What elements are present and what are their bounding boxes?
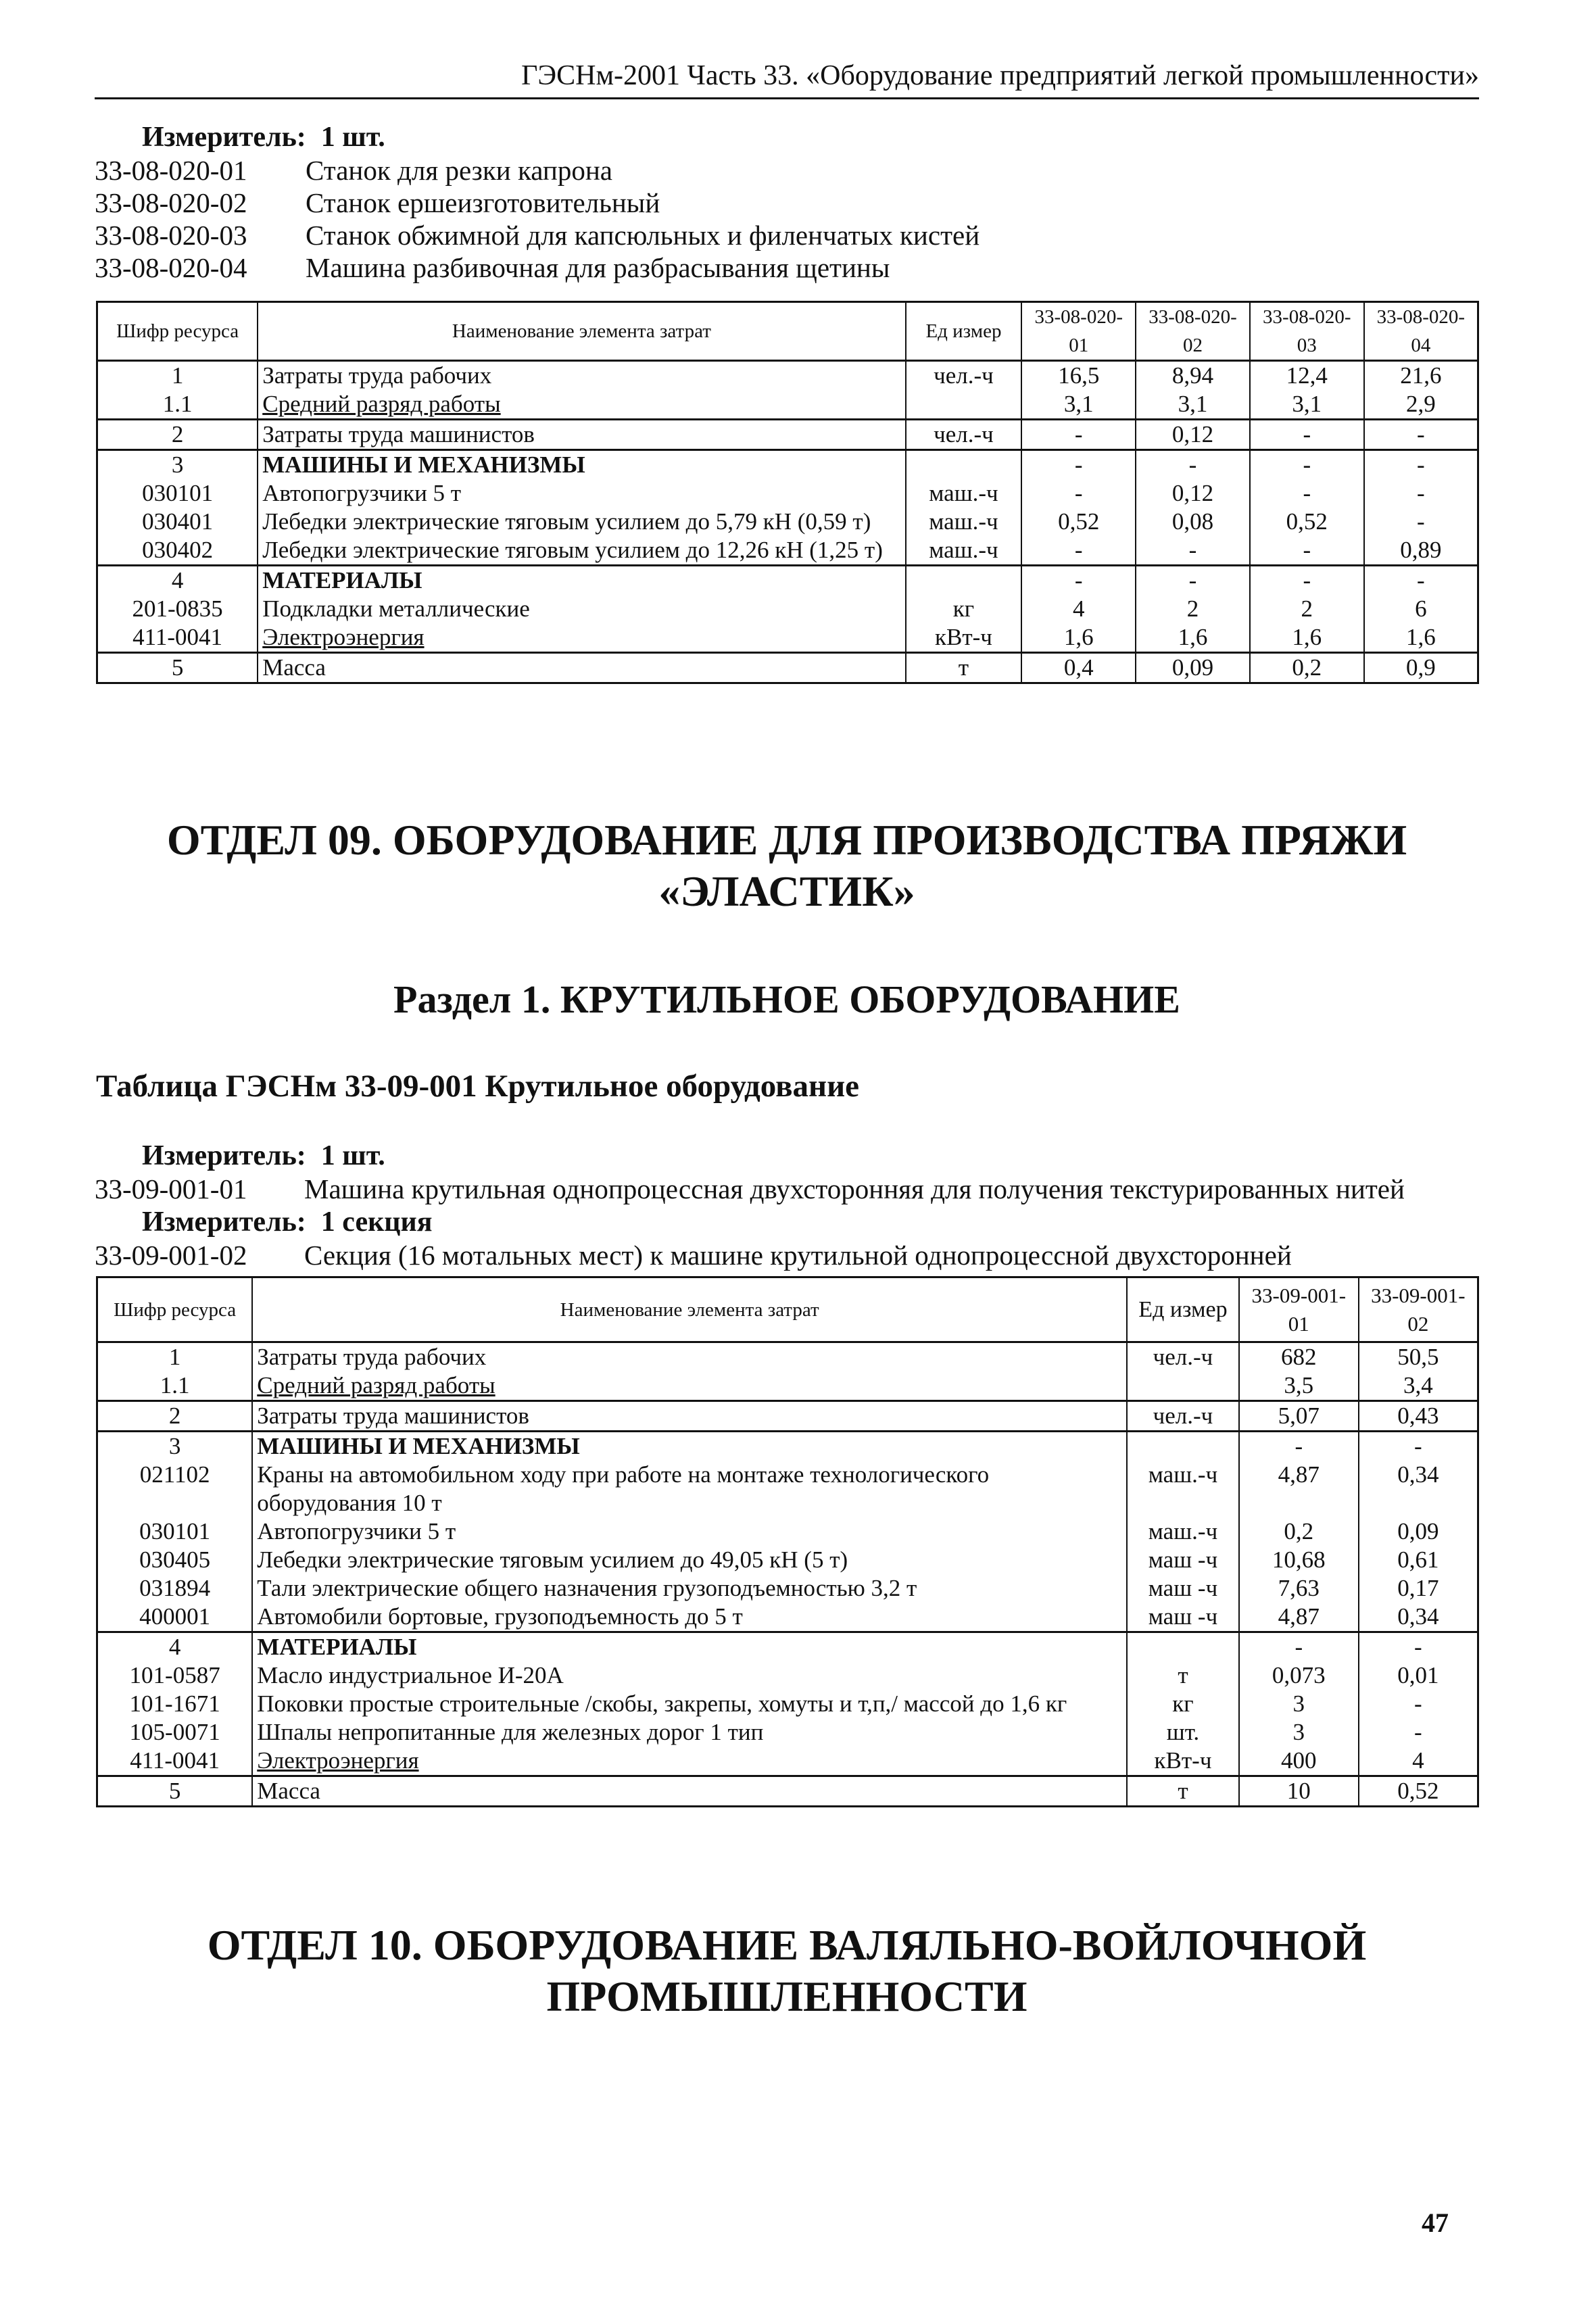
unit-cell: чел.-ч bbox=[906, 361, 1022, 391]
value-cell: - bbox=[1364, 479, 1478, 508]
table-row bbox=[97, 1517, 1478, 1546]
unit-cell bbox=[1127, 1371, 1239, 1401]
value-cell: - bbox=[1021, 420, 1136, 450]
unit-cell bbox=[906, 566, 1022, 595]
resource-code-cell: 1 bbox=[97, 361, 258, 391]
page-header: ГЭСНм-2001 Часть 33. «Оборудование предприятий легкой промышленности» bbox=[95, 59, 1479, 99]
value-cell: - bbox=[1364, 450, 1478, 480]
value-cell: 7,63 bbox=[1239, 1574, 1359, 1603]
resource-name-cell: Электроэнергия bbox=[252, 1747, 1127, 1776]
resource-name-cell: МАШИНЫ И МЕХАНИЗМЫ bbox=[252, 1432, 1127, 1461]
resource-code-cell: 021102 bbox=[97, 1461, 253, 1517]
resource-code-cell: 101-0587 bbox=[97, 1661, 253, 1690]
resource-name-cell: Масло индустриальное И-20А bbox=[252, 1661, 1127, 1690]
table-row bbox=[97, 479, 1478, 508]
value-cell: 0,89 bbox=[1364, 536, 1478, 566]
resource-name-cell: Автопогрузчики 5 т bbox=[252, 1517, 1127, 1546]
resource-name-cell: МАШИНЫ И МЕХАНИЗМЫ bbox=[258, 450, 905, 480]
table-row bbox=[97, 1461, 1478, 1517]
value-cell: 0,34 bbox=[1359, 1461, 1478, 1517]
table-row bbox=[97, 1432, 1478, 1461]
resource-name-cell: Автопогрузчики 5 т bbox=[258, 479, 905, 508]
value-cell: 2 bbox=[1250, 595, 1364, 623]
value-cell: - bbox=[1136, 566, 1250, 595]
unit-cell: чел.-ч bbox=[1127, 1401, 1239, 1432]
measure-block-1 bbox=[95, 120, 1479, 284]
value-cell: 0,12 bbox=[1136, 420, 1250, 450]
measure-label: Измеритель: bbox=[142, 1207, 306, 1238]
value-cell: 0,4 bbox=[1021, 653, 1136, 683]
value-cell: 8,94 bbox=[1136, 361, 1250, 391]
table-row bbox=[97, 1661, 1478, 1690]
value-cell: 0,34 bbox=[1359, 1603, 1478, 1632]
resource-name-cell: Затраты труда машинистов bbox=[252, 1401, 1127, 1432]
value-cell: 682 bbox=[1239, 1342, 1359, 1372]
value-cell: 400 bbox=[1239, 1747, 1359, 1776]
unit-cell: маш -ч bbox=[1127, 1603, 1239, 1632]
resource-name-cell: Поковки простые строительные /скобы, закрепы, хомуты и т,п,/ массой до 1,6 кг bbox=[252, 1690, 1127, 1718]
resource-code-cell: 030101 bbox=[97, 479, 258, 508]
value-cell: - bbox=[1021, 479, 1136, 508]
item-line: 33-08-020-02 Станок ершеизготовительный bbox=[95, 187, 660, 218]
table-row bbox=[97, 1690, 1478, 1718]
table-row bbox=[97, 1342, 1478, 1372]
resource-code-cell: 030405 bbox=[97, 1546, 253, 1574]
resource-code-cell: 4 bbox=[97, 566, 258, 595]
resource-code-cell: 201-0835 bbox=[97, 595, 258, 623]
value-cell: 3,1 bbox=[1136, 390, 1250, 420]
value-cell: 3,5 bbox=[1239, 1371, 1359, 1401]
value-cell: 1,6 bbox=[1364, 623, 1478, 653]
measure-value: 1 шт. bbox=[320, 122, 385, 153]
value-cell: 0,52 bbox=[1021, 508, 1136, 536]
table-row bbox=[97, 450, 1478, 480]
value-cell: 0,61 bbox=[1359, 1546, 1478, 1574]
resource-name-cell: Подкладки металлические bbox=[258, 595, 905, 623]
value-cell: 3,1 bbox=[1021, 390, 1136, 420]
value-cell: - bbox=[1250, 450, 1364, 480]
value-cell: 6 bbox=[1364, 595, 1478, 623]
value-cell: 0,17 bbox=[1359, 1574, 1478, 1603]
value-cell: 10,68 bbox=[1239, 1546, 1359, 1574]
value-cell: - bbox=[1364, 420, 1478, 450]
resource-name-cell: Средний разряд работы bbox=[258, 390, 905, 420]
page-number: 47 bbox=[1422, 2208, 1449, 2238]
table-row bbox=[97, 595, 1478, 623]
unit-cell: чел.-ч bbox=[906, 420, 1022, 450]
value-cell: 0,01 bbox=[1359, 1661, 1478, 1690]
table-row bbox=[97, 536, 1478, 566]
department-09-title: ОТДЕЛ 09. ОБОРУДОВАНИЕ ДЛЯ ПРОИЗВОДСТВА ПРЯЖИ «ЭЛАСТИК» bbox=[166, 816, 1407, 915]
department-10-title: ОТДЕЛ 10. ОБОРУДОВАНИЕ ВАЛЯЛЬНО-ВОЙЛОЧНОЙ ПРОМЫШЛЕННОСТИ bbox=[207, 1921, 1367, 2020]
unit-cell: маш.-ч bbox=[906, 479, 1022, 508]
value-cell: - bbox=[1359, 1718, 1478, 1747]
resource-code-cell: 3 bbox=[97, 450, 258, 480]
resource-name-cell: Лебедки электрические тяговым усилием до 5,79 кН (0,59 т) bbox=[258, 508, 905, 536]
value-cell: - bbox=[1021, 450, 1136, 480]
unit-cell bbox=[906, 390, 1022, 420]
resource-name-cell: Тали электрические общего назначения грузоподъемностью 3,2 т bbox=[252, 1574, 1127, 1603]
table-row bbox=[97, 420, 1478, 450]
unit-cell: маш.-ч bbox=[906, 536, 1022, 566]
section-1-title: Раздел 1. КРУТИЛЬНОЕ ОБОРУДОВАНИЕ bbox=[393, 977, 1180, 1021]
item-line: 33-08-020-03 Станок обжимной для капсюльных и филенчатых кистей bbox=[95, 220, 980, 251]
value-cell: 4 bbox=[1359, 1747, 1478, 1776]
resource-code-cell: 031894 bbox=[97, 1574, 253, 1603]
resource-code-cell: 4 bbox=[97, 1632, 253, 1662]
value-cell: 21,6 bbox=[1364, 361, 1478, 391]
resource-code-cell: 411-0041 bbox=[97, 1747, 253, 1776]
resource-name-cell: Автомобили бортовые, грузоподъемность до 5 т bbox=[252, 1603, 1127, 1632]
value-cell: 2 bbox=[1136, 595, 1250, 623]
resource-code-cell: 030402 bbox=[97, 536, 258, 566]
table-header-row: Шифр ресурса Наименование элемента затрат Ед измер 33-08-020-01 33-08-020-02 33-08-020-03 33-08-020-04 bbox=[97, 302, 1478, 361]
value-cell: - bbox=[1364, 566, 1478, 595]
unit-cell: т bbox=[906, 653, 1022, 683]
value-cell: - bbox=[1364, 508, 1478, 536]
table-row bbox=[97, 1718, 1478, 1747]
resource-name-cell: Краны на автомобильном ходу при работе на монтаже технологического оборудования 10 т bbox=[252, 1461, 1127, 1517]
table-row bbox=[97, 566, 1478, 595]
unit-cell: т bbox=[1127, 1776, 1239, 1807]
measure-value: 1 секция bbox=[320, 1207, 433, 1238]
unit-cell: кг bbox=[1127, 1690, 1239, 1718]
resource-code-cell: 030101 bbox=[97, 1517, 253, 1546]
table-row bbox=[97, 1603, 1478, 1632]
value-cell: - bbox=[1359, 1432, 1478, 1461]
resource-name-cell: Шпалы непропитанные для железных дорог 1 тип bbox=[252, 1718, 1127, 1747]
unit-cell bbox=[1127, 1632, 1239, 1662]
table-row bbox=[97, 1401, 1478, 1432]
resource-code-cell: 400001 bbox=[97, 1603, 253, 1632]
value-cell: 0,09 bbox=[1359, 1517, 1478, 1546]
resource-code-cell: 105-0071 bbox=[97, 1718, 253, 1747]
resource-code-cell: 101-1671 bbox=[97, 1690, 253, 1718]
value-cell: 3,1 bbox=[1250, 390, 1364, 420]
value-cell: 1,6 bbox=[1021, 623, 1136, 653]
value-cell: 0,9 bbox=[1364, 653, 1478, 683]
table-row bbox=[97, 390, 1478, 420]
resource-code-cell: 3 bbox=[97, 1432, 253, 1461]
resource-code-cell: 5 bbox=[97, 1776, 253, 1807]
value-cell: - bbox=[1250, 536, 1364, 566]
measure-value: 1 шт. bbox=[320, 1140, 385, 1171]
resource-code-cell: 411-0041 bbox=[97, 623, 258, 653]
value-cell: 2,9 bbox=[1364, 390, 1478, 420]
table-row bbox=[97, 653, 1478, 683]
resource-code-cell: 2 bbox=[97, 420, 258, 450]
resource-code-cell: 1.1 bbox=[97, 390, 258, 420]
unit-cell: кВт-ч bbox=[1127, 1747, 1239, 1776]
item-line: 33-09-001-02 Секция (16 мотальных мест) к машине крутильной однопроцессной двухсторонней bbox=[95, 1240, 1292, 1271]
unit-cell: кВт-ч bbox=[906, 623, 1022, 653]
resource-code-cell: 5 bbox=[97, 653, 258, 683]
table-row bbox=[97, 1371, 1478, 1401]
resource-code-cell: 030401 bbox=[97, 508, 258, 536]
unit-cell: шт. bbox=[1127, 1718, 1239, 1747]
table-row bbox=[97, 1747, 1478, 1776]
unit-cell: маш -ч bbox=[1127, 1574, 1239, 1603]
item-line: 33-08-020-01 Станок для резки капрона bbox=[95, 155, 613, 186]
value-cell: 10 bbox=[1239, 1776, 1359, 1807]
value-cell: 12,4 bbox=[1250, 361, 1364, 391]
value-cell: - bbox=[1021, 536, 1136, 566]
value-cell: 4 bbox=[1021, 595, 1136, 623]
value-cell: - bbox=[1136, 450, 1250, 480]
measure-label: Измеритель: bbox=[142, 1140, 306, 1171]
value-cell: - bbox=[1136, 536, 1250, 566]
table-row bbox=[97, 508, 1478, 536]
value-cell: 3 bbox=[1239, 1690, 1359, 1718]
value-cell: 0,43 bbox=[1359, 1401, 1478, 1432]
table-row bbox=[97, 623, 1478, 653]
resource-code-cell: 1.1 bbox=[97, 1371, 253, 1401]
value-cell: 0,08 bbox=[1136, 508, 1250, 536]
measure-label: Измеритель: bbox=[142, 122, 306, 153]
value-cell: 5,07 bbox=[1239, 1401, 1359, 1432]
item-line: 33-08-020-04 Машина разбивочная для разбрасывания щетины bbox=[95, 252, 890, 283]
resource-code-cell: 1 bbox=[97, 1342, 253, 1372]
table-row bbox=[97, 361, 1478, 391]
value-cell: - bbox=[1250, 566, 1364, 595]
value-cell: 0,12 bbox=[1136, 479, 1250, 508]
value-cell: - bbox=[1250, 420, 1364, 450]
resource-name-cell: Затраты труда машинистов bbox=[258, 420, 905, 450]
resource-name-cell: Средний разряд работы bbox=[252, 1371, 1127, 1401]
resource-name-cell: МАТЕРИАЛЫ bbox=[258, 566, 905, 595]
value-cell: 4,87 bbox=[1239, 1461, 1359, 1517]
unit-cell: маш.-ч bbox=[1127, 1461, 1239, 1517]
table-row bbox=[97, 1546, 1478, 1574]
unit-cell: маш.-ч bbox=[1127, 1517, 1239, 1546]
table-header-row: Шифр ресурса Наименование элемента затрат Ед измер 33-09-001-01 33-09-001-02 bbox=[97, 1277, 1478, 1342]
value-cell: 0,52 bbox=[1250, 508, 1364, 536]
table-row bbox=[97, 1574, 1478, 1603]
resource-name-cell: Масса bbox=[252, 1776, 1127, 1807]
table-row bbox=[97, 1632, 1478, 1662]
value-cell: 1,6 bbox=[1250, 623, 1364, 653]
unit-cell: маш.-ч bbox=[906, 508, 1022, 536]
value-cell: 3,4 bbox=[1359, 1371, 1478, 1401]
value-cell: - bbox=[1359, 1690, 1478, 1718]
measure-block-2 bbox=[95, 1139, 1479, 1271]
table-2-caption: Таблица ГЭСНм 33-09-001 Крутильное оборудование bbox=[96, 1069, 860, 1104]
value-cell: 0,073 bbox=[1239, 1661, 1359, 1690]
resource-name-cell: Лебедки электрические тяговым усилием до 49,05 кН (5 т) bbox=[252, 1546, 1127, 1574]
unit-cell: чел.-ч bbox=[1127, 1342, 1239, 1372]
value-cell: 3 bbox=[1239, 1718, 1359, 1747]
resource-name-cell: Лебедки электрические тяговым усилием до 12,26 кН (1,25 т) bbox=[258, 536, 905, 566]
value-cell: - bbox=[1359, 1632, 1478, 1662]
value-cell: - bbox=[1250, 479, 1364, 508]
unit-cell: т bbox=[1127, 1661, 1239, 1690]
value-cell: 16,5 bbox=[1021, 361, 1136, 391]
resource-name-cell: Масса bbox=[258, 653, 905, 683]
resource-name-cell: Затраты труда рабочих bbox=[258, 361, 905, 391]
item-line: 33-09-001-01 Машина крутильная однопроцессная двухсторонняя для получения текстурированных нитей bbox=[95, 1173, 1405, 1204]
value-cell: 0,09 bbox=[1136, 653, 1250, 683]
table-row bbox=[97, 1776, 1478, 1807]
unit-cell: маш -ч bbox=[1127, 1546, 1239, 1574]
value-cell: 0,2 bbox=[1239, 1517, 1359, 1546]
unit-cell bbox=[1127, 1432, 1239, 1461]
unit-cell: кг bbox=[906, 595, 1022, 623]
value-cell: - bbox=[1239, 1432, 1359, 1461]
unit-cell bbox=[906, 450, 1022, 480]
value-cell: 0,2 bbox=[1250, 653, 1364, 683]
value-cell: - bbox=[1239, 1632, 1359, 1662]
value-cell: 1,6 bbox=[1136, 623, 1250, 653]
resource-name-cell: МАТЕРИАЛЫ bbox=[252, 1632, 1127, 1662]
value-cell: 50,5 bbox=[1359, 1342, 1478, 1372]
value-cell: 0,52 bbox=[1359, 1776, 1478, 1807]
resource-name-cell: Затраты труда рабочих bbox=[252, 1342, 1127, 1372]
resource-code-cell: 2 bbox=[97, 1401, 253, 1432]
resource-table-1 bbox=[96, 301, 1479, 684]
resource-table-2 bbox=[96, 1276, 1479, 1807]
value-cell: 4,87 bbox=[1239, 1603, 1359, 1632]
resource-name-cell: Электроэнергия bbox=[258, 623, 905, 653]
value-cell: - bbox=[1021, 566, 1136, 595]
